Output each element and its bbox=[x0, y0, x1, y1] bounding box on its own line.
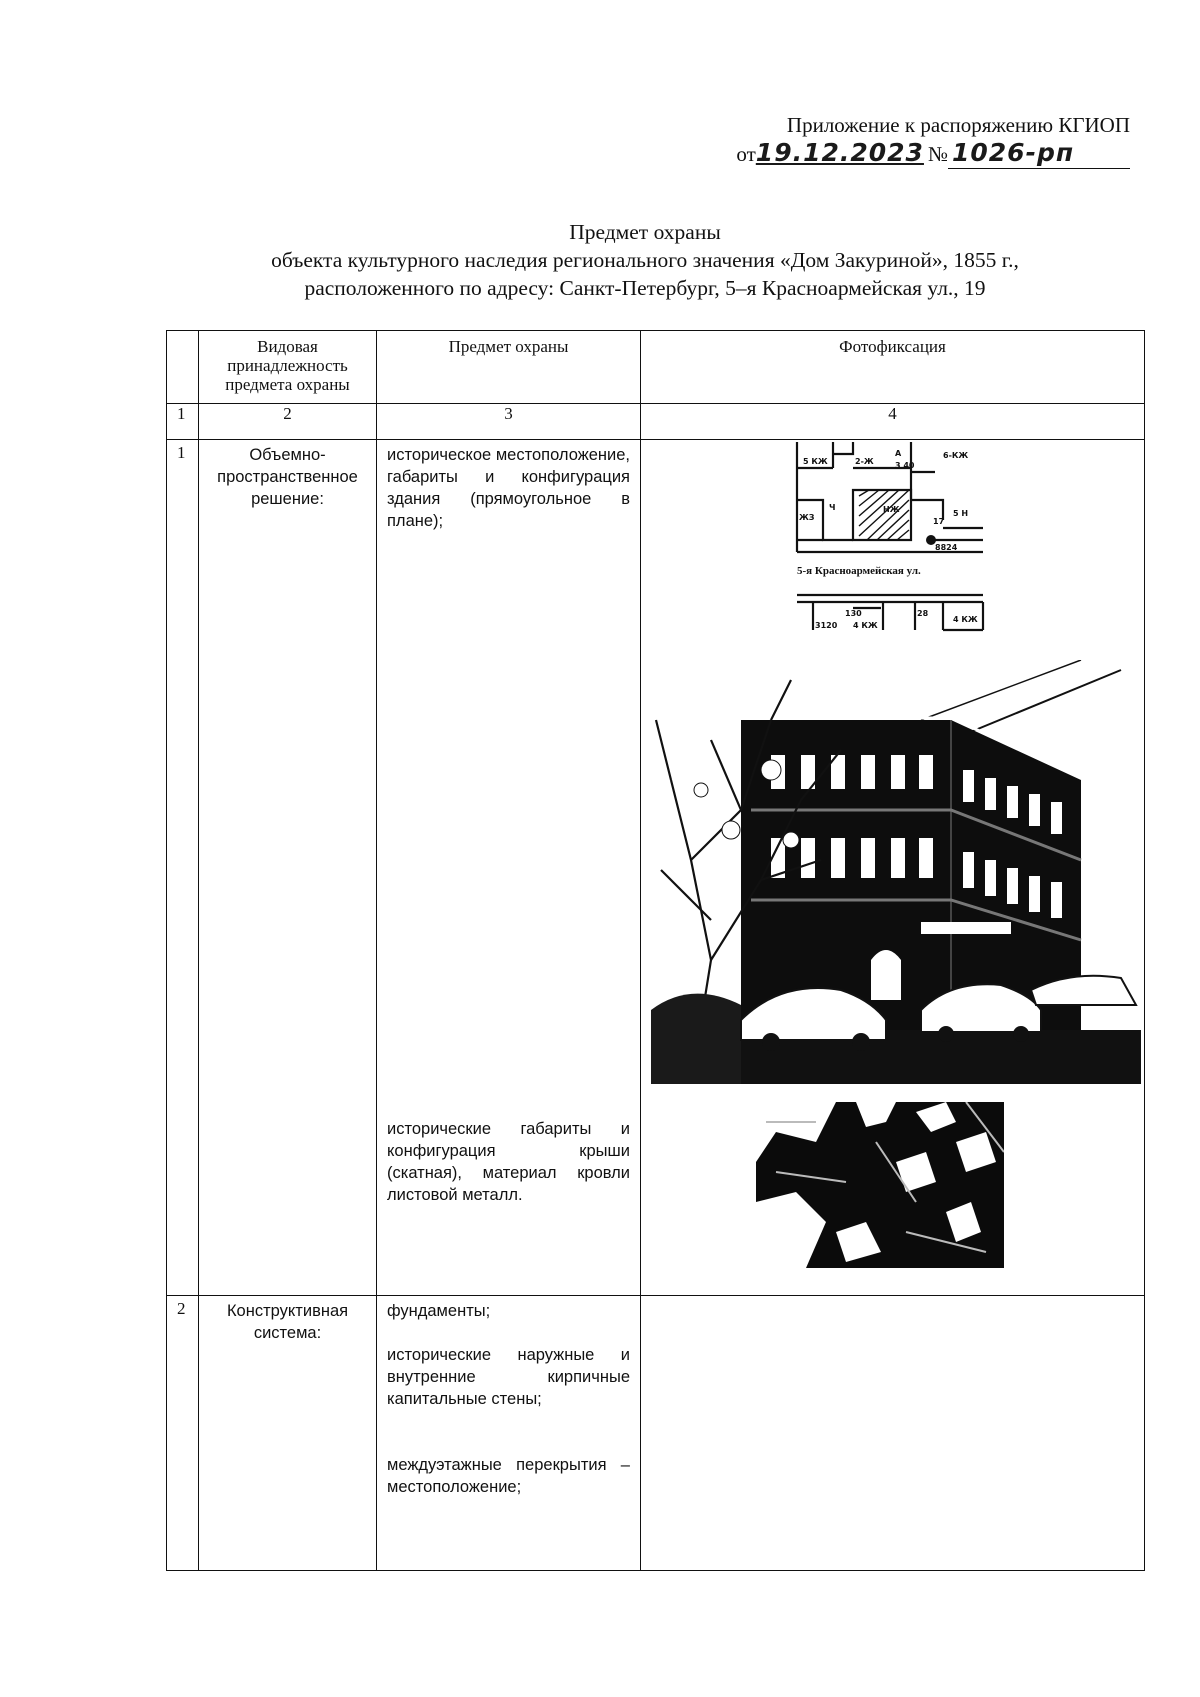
appendix-header bbox=[736, 112, 1130, 169]
column-number-1: 1 bbox=[167, 404, 199, 440]
order-date: 19.12.2023 bbox=[755, 138, 924, 167]
map-street-label: 5-я Красноармейская ул. bbox=[797, 565, 921, 577]
map-label: Ч bbox=[829, 503, 836, 512]
building-photo bbox=[651, 660, 1141, 1084]
header-cell-subject: Предмет охраны bbox=[377, 331, 641, 404]
appendix-date-number bbox=[736, 139, 1130, 169]
map-label: 17 bbox=[933, 517, 945, 526]
order-number-line bbox=[948, 139, 1130, 169]
map-label: 4 КЖ bbox=[953, 615, 978, 624]
map-label: 5 КЖ bbox=[803, 457, 828, 466]
header-cell-num bbox=[167, 331, 199, 404]
row-number: 1 bbox=[167, 440, 199, 1296]
title-line-3: расположенного по адресу: Санкт-Петербург, 5–я Красноармейская ул., 19 bbox=[304, 276, 986, 300]
map-label: 3120 bbox=[815, 621, 838, 630]
map-label: ЖЗ bbox=[799, 513, 815, 522]
appendix-title: Приложение к распоряжению КГИОП bbox=[786, 113, 1130, 137]
map-label: НЖ bbox=[883, 505, 900, 514]
row-category: Конструктивная система: bbox=[199, 1296, 377, 1571]
from-prefix: от bbox=[736, 142, 756, 166]
subject-item: фундаменты; bbox=[387, 1302, 491, 1320]
map-label: 4 КЖ bbox=[853, 621, 878, 630]
table-row bbox=[167, 440, 1145, 1296]
row-subjects bbox=[377, 440, 641, 1296]
protection-subject-table bbox=[166, 330, 1145, 1571]
map-label: 5 Н bbox=[953, 509, 969, 518]
map-label: 28 bbox=[917, 609, 929, 618]
subject-item: историческое местоположение, габариты и конфигурация здания (прямоугольное в плане); bbox=[387, 446, 630, 530]
document-title bbox=[170, 218, 1120, 302]
table-header-row bbox=[167, 331, 1145, 404]
roof-photo bbox=[756, 1102, 1004, 1268]
map-label: 6-КЖ bbox=[943, 451, 969, 460]
header-cell-photo: Фотофиксация bbox=[641, 331, 1145, 404]
header-cell-category: Видовая принадлежность предмета охраны bbox=[199, 331, 377, 404]
map-label: А bbox=[895, 449, 902, 458]
subject-item: исторические наружные и внутренние кирпичные капитальные стены; bbox=[387, 1346, 630, 1408]
row-category: Объемно-пространственное решение: bbox=[199, 440, 377, 1296]
row-photos bbox=[641, 440, 1145, 1296]
row-subjects bbox=[377, 1296, 641, 1571]
title-line-2: объекта культурного наследия регионального значения «Дом Закуриной», 1855 г., bbox=[271, 248, 1019, 272]
map-label: 2-Ж bbox=[855, 457, 874, 466]
map-label: 3 40 bbox=[895, 461, 915, 470]
row-number: 2 bbox=[167, 1296, 199, 1571]
number-prefix: № bbox=[927, 142, 948, 166]
map-label: 130 bbox=[845, 609, 862, 618]
column-number-4: 4 bbox=[641, 404, 1145, 440]
title-line-1: Предмет охраны bbox=[569, 220, 721, 244]
subject-item: междуэтажные перекрытия – местоположение; bbox=[387, 1456, 630, 1496]
cadastral-map-image bbox=[793, 440, 989, 632]
map-label: 8824 bbox=[935, 543, 958, 552]
order-number: 1026-рп bbox=[952, 138, 1075, 167]
table-row bbox=[167, 1296, 1145, 1571]
column-number-row bbox=[167, 404, 1145, 440]
row-photos bbox=[641, 1296, 1145, 1571]
column-number-3: 3 bbox=[377, 404, 641, 440]
subject-item: исторические габариты и конфигурация крыши (скатная), материал кровли листовой металл. bbox=[387, 1120, 630, 1204]
column-number-2: 2 bbox=[199, 404, 377, 440]
